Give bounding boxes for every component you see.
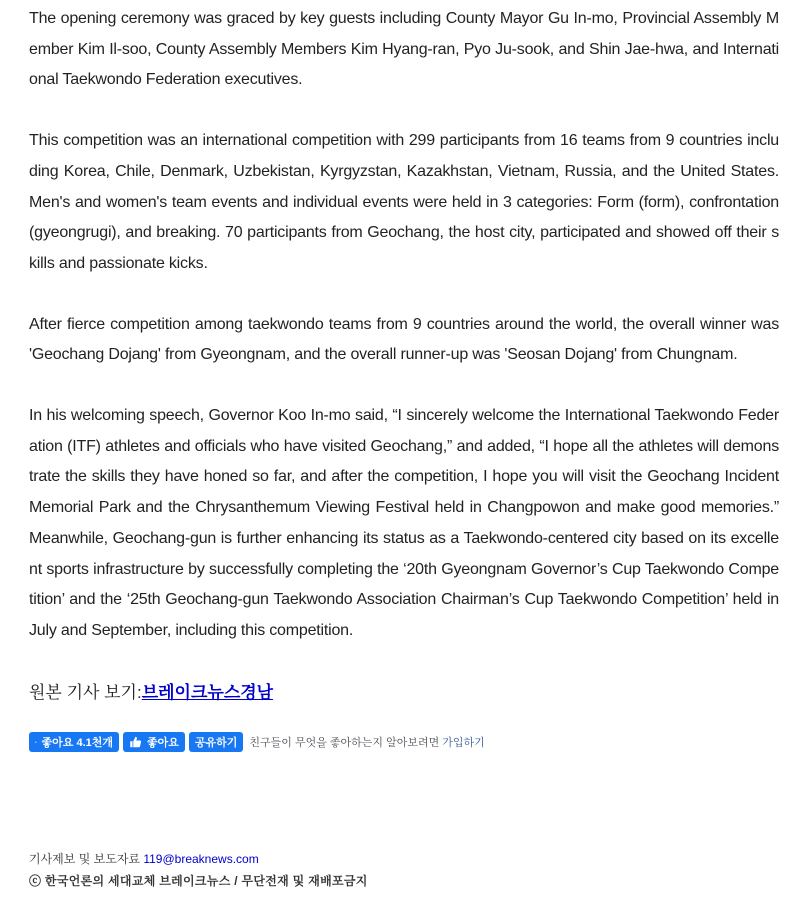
news-tip-label: 기사제보 및 보도자료 xyxy=(29,852,144,866)
copyright-text: ⓒ 한국언론의 세대교체 브레이크뉴스 / 무단전재 및 재배포금지 xyxy=(29,874,368,888)
article-paragraph: This competition was an international competition with 299 participants from 16 teams from 9 countries including Korea, Chile, Denmark, Uzbekistan, Kyrgyzstan, Kazakhstan, Vietnam, Russia, and the United States. Men's and women's team events and individual events were held in 3 categories: Form (form), confrontation (gyeongrugi), and breaking. 70 participants from Geochang, the host city, participated and showed off their skills and passionate kicks. xyxy=(29,132,779,272)
share-label: 공유하기 xyxy=(194,737,238,749)
signup-note-text: 친구들이 무엇을 좋아하는지 알아보려면 xyxy=(249,737,443,749)
facebook-like-count-button[interactable] xyxy=(29,732,119,752)
article-body xyxy=(29,4,779,677)
thumbs-up-icon xyxy=(35,736,37,748)
news-tip-email-link[interactable]: 119@breaknews.com xyxy=(143,852,259,866)
original-article-source xyxy=(29,678,273,703)
like-label: 좋아요 xyxy=(147,737,179,749)
facebook-like-button[interactable] xyxy=(123,732,185,752)
source-link[interactable]: 브레이크뉴스경남 xyxy=(141,683,274,702)
facebook-signup-note xyxy=(249,734,484,750)
facebook-plugin xyxy=(29,732,485,752)
article-paragraph: After fierce competition among taekwondo teams from 9 countries around the world, the overall winner was 'Geochang Dojang' from Gyeongnam, and the overall runner-up was 'Seosan Dojang' from Chungnam. xyxy=(29,315,779,364)
footer xyxy=(29,850,368,889)
news-tip-line xyxy=(29,850,368,867)
facebook-signup-link[interactable]: 가입하기 xyxy=(442,737,485,749)
facebook-share-button[interactable] xyxy=(189,732,244,752)
like-count-label: 좋아요 4.1천개 xyxy=(41,737,113,749)
source-label: 원본 기사 보기: xyxy=(29,683,142,702)
thumbs-up-icon xyxy=(129,736,142,748)
article-paragraph: In his welcoming speech, Governor Koo In-mo said, “I sincerely welcome the International Taekwondo Federation (ITF) athletes and officials who have visited Geochang,” and added, “I hope all the athletes will demonstrate the skills they have honed so far, and after the competition, I hope you will visit the Geochang Incident Memorial Park and the Chrysanthemum Viewing Festival held in Changpowon and make good memories.” Meanwhile, Geochang-gun is further enhancing its status as a Taekwondo-centered city based on its excellent sports infrastructure by successfully completing the ‘20th Gyeongnam Governor’s Cup Taekwondo Competition’ and the ‘25th Geochang-gun Taekwondo Association Chairman’s Cup Taekwondo Competition’ held in July and September, including this competition. xyxy=(29,407,779,639)
article-paragraph: The opening ceremony was graced by key guests including County Mayor Gu In-mo, Provincial Assembly Member Kim Il-soo, County Assembly Members Kim Hyang-ran, Pyo Ju-sook, and Shin Jae-hwa, and International Taekwondo Federation executives. xyxy=(29,10,779,89)
